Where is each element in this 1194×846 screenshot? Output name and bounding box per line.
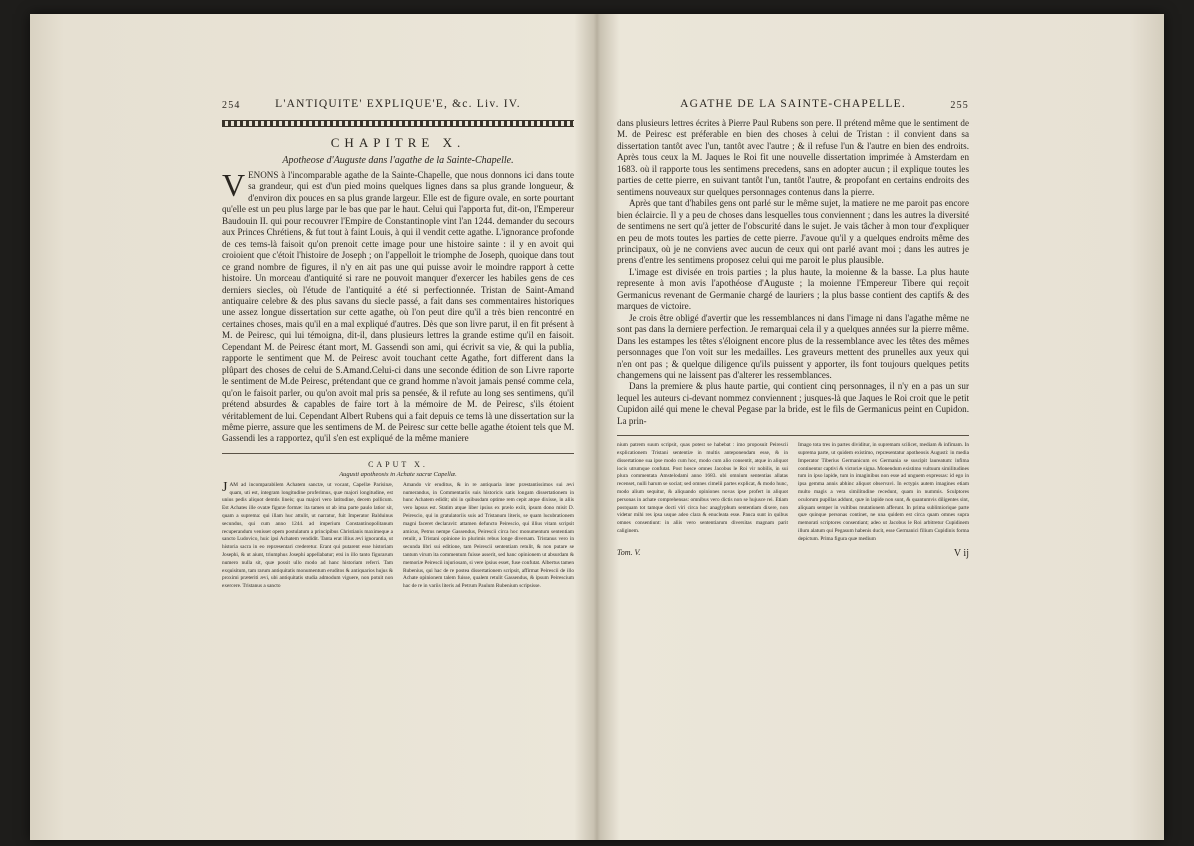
french-paragraph-1: dans plusieurs lettres écrites à Pierre Paul Rubens son pere. Il prétend même que le sentiment de M. de Peiresc est préferable en bien des choses à celui de Tristan : il convient dans sa dissertation tantôt avec l'un, tantôt avec l'autre ; & il refuse l'un & l'autre en bien des endroits. Après tous ceux la M. Jaques le Roi fit une nouvelle dissertation imprimée à Amsterdam en 1683. où il rapporte tous les sentimens precedens, sans en adopter aucun ; il explique toutes les parties de cette pierre, en suivant tantôt l'un, tantôt l'autre, & propofant en certains endroits des sentimens nouveaux sur quelques personnages contenus dans la pierre.	[617, 118, 969, 197]
french-paragraph-5: Dans la premiere & plus haute partie, qui contient cinq personnages, il n'y en a pas un sur lequel les auteurs ci-devant nommez conviennent ; jusques-là que Jaques le Roi croit que le petit Cupidon ailé qui mene le cheval Pegase par la bride, est le fils de Germanicus peint en Cupidon. La prin-	[617, 381, 969, 426]
page-number: 255	[950, 100, 969, 111]
latin-column-1	[222, 479, 393, 591]
page-number: 254	[222, 100, 241, 111]
chapter-title: CHAPITRE X.	[330, 135, 466, 150]
latin-chapter-title: CAPUT X.	[368, 459, 428, 469]
drop-cap: V	[222, 167, 246, 203]
book-spread	[30, 14, 1164, 840]
running-head-title: AGATHE DE LA SAINTE-CHAPELLE.	[680, 98, 906, 110]
french-text	[222, 167, 574, 445]
page-footer	[617, 548, 969, 559]
running-head	[617, 96, 969, 118]
french-paragraph-4: Je crois être obligé d'avertir que les ressemblances ni dans l'image ni dans l'agathe même ne sont pas dans la derniere perfection. Je remarquai cela il y a quelques années sur la pierre même. Dans les estampes les têtes s'éloignent encore plus de la ressemblance avec les têtes des mêmes personnages que l'on voit sur les medailles. Les graveurs mettent des prunelles aux yeux qui n'en ont pas ; & quelque diligence qu'ils puissent y apporter, ils font toujours quelques petits changemens qui ne laissent pas d'alterer les ressemblances.	[617, 312, 969, 380]
latin-column-2: Amando vir eruditus, & in re antiquaria inter præstantissimos sui ævi numerandus, in Commentariis suis historicis satis longam dissertationem in hunc Achatem edidit; ubi in quibusdam optime rem cepit atque dixisse, in aliis vero lapsus est. Statim atque liber ipsius ex prælo exiit, ipsum dono misit D. Peirescio, qui in gratulatoriis suis ad Tristanum literis, se quam lucubrationem magni faceret declaravit: attamen defuncto Peirescio, qui illius vitam scripsit amicus, Petrus nempe Gassendus, Peirescii circa hoc monumentum sententiam retulit, a Tristani opinione in plurimis rebus longe diversam. Tristanus vero in secunda libri sui editione, tam Peirescii sententiam retulit, & non putare se tantum virum ita commentum fuisse asserit, sed hanc opinionem ut absurdam & memoriæ Peirescii injuriosam, si vere ipsius esset, fuse confutat. Albertus tamen Rubenius, qui hac de re postea dissertationem scripsit, affirmat Peirescii de illo Achate opinionem talem fuisse, qualem retulit Gassendus, & ipsum Peirescium hac de re in variis literis ad Petrum Paulum Rubenium scripsisse.	[403, 481, 574, 590]
latin-column-2: Imago tota tres in partes dividitur, in supremam scilicet, mediam & infimam. In suprema parte, ut quidem existimo, repræsentatur apotheosis Augusti: in media Imperator Tiberius Germanicum ex Germania se suscipit laureatum: infima continentur captivi & victoriæ signa. Monendum existimo vultuum similitudines tum in ipso lapide, tum in imaginibus non esse ad unguem expressas: id ego in ipsa gemma annis abhinc aliquot observavi. In ectypis autem imagines etiam multo magis a vera similitudine recedunt, quam in nummis. Sculptores oculorum pupillas addunt, quæ in lapide non sunt, & quantumvis diligentes sint, aliquam semper in vultibus mutationem afferunt. In prima sublimiorique parte quæ quinque personas continet, ne una quidem est circa quam omnes supra memorati scriptores consentiant; adeo ut Jacobus le Roi arbitretur Cupidinem illum alatum qui Pegasum habenis ducit, esse Germanici filium Cupidinis forma depictum. Prima figura quæ medium	[798, 442, 969, 542]
footer-volume: Tom. V.	[617, 547, 641, 557]
latin-subtitle: Augusti apotheosis in Achate sacræ Capellæ.	[339, 470, 457, 478]
running-head	[222, 96, 574, 118]
left-page-content	[222, 96, 574, 591]
latin-drop-cap: J	[222, 479, 228, 495]
french-paragraph: ENONS à l'incomparable agathe de la Sainte-Chapelle, que nous donnons ici dans toute sa grandeur, qui est d'un pied moins quelques lignes dans sa plus grande longueur, & d'environ dix pouces en sa plus grande largeur. Elle est de figure ovale, en sorte pourtant qu'elle est un peu plus large par le bas que par le haut. Celui qui l'apporta fut, dit-on, l'Empereur Baudouin II. qui pour recouvrer l'Empire de Constantinople vint l'an 1244. demander du secours aux Princes Chrétiens, & fut tout à faint Louis, à qui il vendit cette agathe. L'ignorance profonde de ces tems-là faisoit qu'on prenoit cette image pour une histoire sainte : il y en avoit qui croioient que c'étoit l'histoire de Joseph ; on l'appelloit le triomphe de Joseph, quoique dans tout ce grand nombre de figures, il n'y en ait pas une qui puisse avoir le moindre rapport à cette histoire. Un morceau d'antiquité si rare ne pouvoit manquer d'exercer les habiles gens de ces derniers siecles, où l'étude de l'antiquité a été si perfectionnée. Tristan de Saint-Amand antiquaire celebre & des plus savans du siecle passé, a fait dans ses commentaires historiques une assez longue dissertation sur cette agathe, où l'on peut dire qu'il a très bien rencontré en certaines choses, mais qu'il en a mal expliqué d'autres. Dès que son livre parut, il en fit présent à M. de Peiresc, qui lui témoigna, dit-il, dans plusieurs lettres la grande estime qu'il en faisoit. Cependant M. de Peiresc étant mort, M. Gassendi son ami, qui écrivit sa vie, & qui la publia, rapporte le sentiment que M. de Peiresc avoit touchant cette Agathe, fort different dans la plûpart des choses de celui de S.Amand.Celui-ci dans une seconde édition de son Livre raporte le sentiment de M.de Peiresc, prétendant que ce grand homme n'avoit jamais pensé comme cela, qu'on le faisoit parler, ou qu'on avoit mal pris sa pensée, & il refute au long ses sentimens, qu'il prétend absurdes & capables de faire tort à la mémoire de M. de Peiresc, s'ils étoient véritablement de lui. Cependant Albert Rubens qui a fait depuis ce tems là une dissertation sur la même pierre, assure que les sentimens de M. de Peiresc sur cette belle agathe étoient tels que M. Gassendi les a rapportez, qu'il s'en est expliqué de la même maniere	[222, 170, 574, 444]
latin-column-1: nium patrem suum scripsit, quas potest se habebat : imo proposuit Peirescii explicationem Tristani sententiæ in multis anteponendam esse, & in dissertatione sua ipse modo cum hoc, modo cum alio consentit, atque in aliquot locis utrumque confutat. Post hosce omnes Jacobus le Roi vir nobilis, in sui plura commentata Amstelodami anno 1683. ubi omnium sententias allatas recenset, nulli harum se sociat; sed omnes cimelii partes explicat, & modo hunc, modo alium sequitur, & aliquando opiniones novas ipse profert in aliquot personas in achate comprehensas: omnibus vero dictis non se hujusce rei. Etiam postquam tot tamque docti viri circa hoc anaglyphum sententiam dixere, non videtur mihi res ipsa usque adeo clara & enucleata esse. Pauca sunt in quibus omnes consentiunt: in aliis vero sententiarum diversitas magnam parit caliginem.	[617, 442, 788, 534]
latin-columns	[222, 479, 574, 591]
running-head-title: L'ANTIQUITE' EXPLIQUE'E, &c. Liv. IV.	[275, 98, 521, 110]
footer-signature: V ij	[953, 547, 969, 559]
french-paragraph-2: Après que tant d'habiles gens ont parlé sur le même sujet, la matiere ne me paroit pas encore bien éclaircie. Il y a peu de choses dans lesquelles tous conviennent ; dans les autres la diversité de sentimens ne sert qu'à jetter de l'obscurité dans le sujet. Je vais tâcher à mon tour d'expliquer en peu de mots toutes les parties de cette pierre. J'avoue qu'il y a quelques endroits même des principaux, où je ne conviens avec aucun de ceux qui ont parlé avant moi ; dans les autres je prens d'entre les sentimens proposez celui qui me paroit le plus plausible.	[617, 198, 969, 266]
latin-paragraph: AM ad incomparabilem Achatem sanctæ, ut vocant, Capellæ Parisinæ, quam, uti est, integram longitudine proferimus, quæ majori longitudine, est unius pedis aliquot demtis lineis; qua majori vero latitudine, decem pollicum. Est Achates ille ovatæ figuræ formæ: ita tamen ut ab ima parte paulo latior sit, quam a suprema: qui illam huc attulit, ut narratur, fuit Imperator Balduinus secundus, qui cum anno 1244. ad imperium Constantinopolitanum recuperandum venisset opem postulatum a principibus Christianis maximeque a sancto Ludovico, huic ipsi Achatem vendidit. Tanta erat illius ævi ignorantia, ut historia sacra in eo repræsentari crederetur. Erant qui putarent esse historiam Josephi, & ut aiunt, triumphus Josephi appellabatur; etsi in illo tanto figurarum numero nulla sit, quæ possit ullo modo ad hanc historiam referri. Tam exquisitum, tam rarum antiquitatis monumentum eruditos & antiquarios hujus & proximi præteriti ævi, ubi antiquitatis studia admodum viguere, non potuit non exercere. Tristanus a sancto	[222, 481, 393, 590]
latin-columns	[617, 442, 969, 543]
left-page	[30, 14, 597, 840]
column-separator	[617, 435, 969, 436]
right-page	[597, 14, 1164, 840]
chapter-subtitle: Apotheose d'Auguste dans l'agathe de la Sainte-Chapelle.	[282, 155, 514, 166]
french-paragraph-3: L'image est divisée en trois parties ; la plus haute, la moienne & la basse. La plus haute represente à mon avis l'apothéose d'Auguste ; la moienne l'Empereur Tibere qui reçoit Germanicus revenant de Germanie chargé de lauriers ; la plus basse contient des captifs & des marques de victoire.	[617, 266, 969, 312]
column-separator	[222, 453, 574, 454]
right-page-content	[617, 96, 969, 559]
ornamental-rule	[222, 120, 574, 127]
